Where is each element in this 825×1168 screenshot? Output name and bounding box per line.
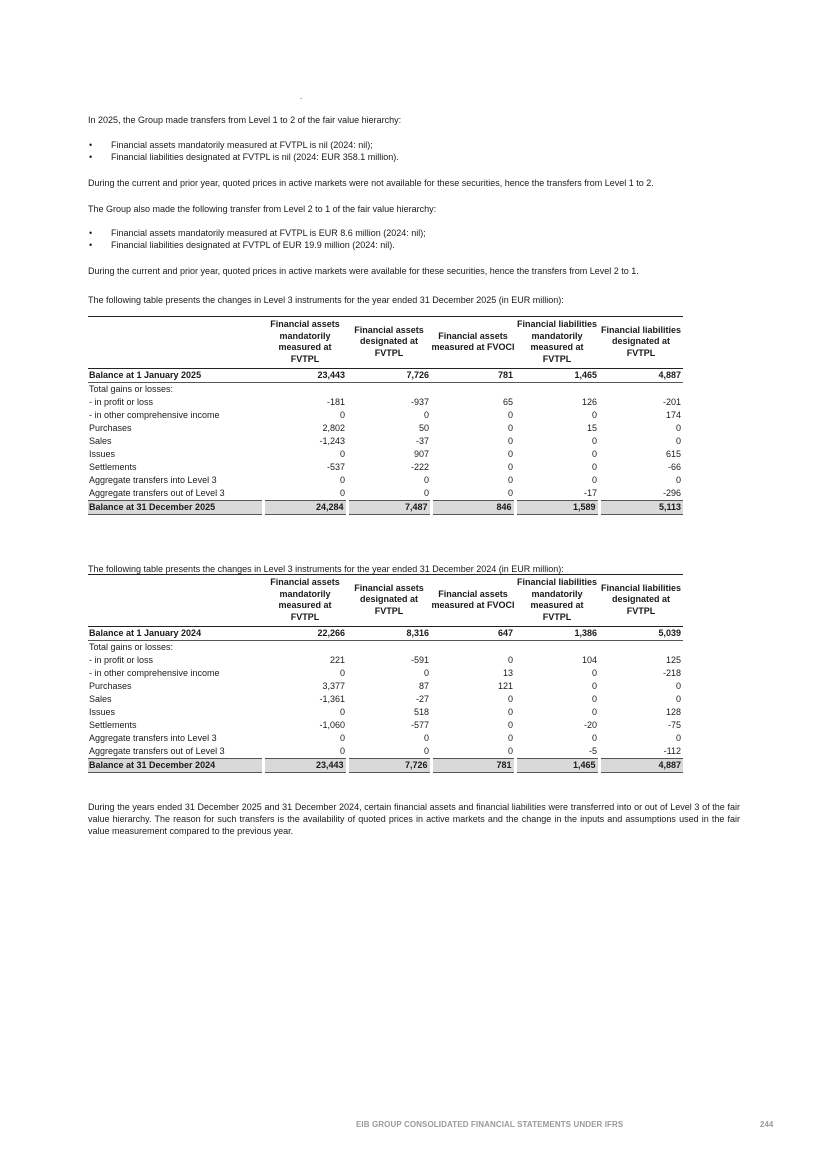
cell-value: 0 [591,449,597,459]
cell-value: -5 [588,746,597,756]
bullet-item: • Financial assets mandatorily measured at FVTPL is EUR 8.6 million (2024: nil); [88,227,740,239]
cell-value: 0 [591,410,597,420]
table-row [88,435,683,448]
cell-value: 0 [675,423,681,433]
cell-value: -66 [667,462,681,472]
cell-value: 0 [591,733,597,743]
table-2025-caption: The following table presents the changes in Level 3 instruments for the year ended 31 December 2025 (in EUR million): [88,295,564,305]
cell-value: 1,589 [515,501,599,515]
cell-value: 0 [423,733,429,743]
table-row [88,641,683,655]
cell-value: 0 [339,707,345,717]
cell-value: 23,443 [263,759,347,773]
cell-value: 22,266 [263,627,347,641]
bullet-list-2 [88,227,740,251]
cell-value: -218 [662,668,681,678]
row-label: Settlements [89,462,137,472]
col-header: Financial liabilities mandatorily measured at FVTPL [515,317,599,369]
row-label: - in profit or loss [89,397,154,407]
bullet-list-1 [88,139,740,163]
table-row [88,369,683,383]
cell-value: 23,443 [263,369,347,383]
cell-value: 0 [507,423,513,433]
cell-value: 0 [423,668,429,678]
row-label: Aggregate transfers into Level 3 [89,475,217,485]
cell-value [347,383,431,397]
row-label: - in other comprehensive income [89,668,220,678]
cell-value: 3,377 [322,681,345,691]
stray-dot: . [300,92,303,101]
cell-value: 50 [418,423,429,433]
cell-value: 0 [339,746,345,756]
cell-value: 0 [339,668,345,678]
cell-value: 7,487 [347,501,431,515]
table-row [88,487,683,501]
closing-paragraph: During the years ended 31 December 2025 and 31 December 2024, certain financial assets and financial liabilities were transferred into or out of Level 3 of the fair value hierarchy. The reason for such transfers is the availability of quoted prices in active markets and the change in the inputs and assumptions used in the fair value measurement compared to the previous year. [88,802,740,836]
cell-value: -577 [410,720,429,730]
cell-value: -937 [410,397,429,407]
table-row [88,745,683,759]
col-header: Financial assets measured at FVOCI [431,317,515,369]
table-row [88,719,683,732]
cell-value: -17 [583,488,597,498]
cell-value: 0 [507,655,513,665]
cell-value [263,641,347,655]
row-label: Total gains or losses: [89,642,174,652]
intro-paragraph-4: During the current and prior year, quoted prices in active markets were available for these securities, hence the transfers from Level 2 to 1. [88,266,639,276]
row-label: Aggregate transfers into Level 3 [89,733,217,743]
cell-value: 174 [665,410,681,420]
table-row [88,627,683,641]
table-2024-caption: The following table presents the changes in Level 3 instruments for the year ended 31 December 2024 (in EUR million): [88,564,564,574]
cell-value: 0 [507,707,513,717]
row-label: Purchases [89,423,132,433]
col-header: Financial assets mandatorily measured at FVTPL [263,575,347,627]
cell-value: 0 [591,694,597,704]
cell-value: -27 [415,694,429,704]
cell-value: 1,465 [515,759,599,773]
cell-value: 518 [413,707,429,717]
cell-value: -112 [663,746,681,756]
table-row [88,396,683,409]
cell-value: -201 [662,397,681,407]
bullet-item: • Financial liabilities designated at FVTPL is nil (2024: EUR 358.1 million). [88,151,740,163]
cell-value: 0 [339,488,345,498]
cell-value: 7,726 [347,369,431,383]
cell-value: 0 [507,733,513,743]
footer-title: EIB GROUP CONSOLIDATED FINANCIAL STATEMENTS UNDER IFRS [356,1120,624,1129]
table-row [88,654,683,667]
cell-value: 121 [497,681,513,691]
cell-value: 0 [423,410,429,420]
cell-value: 0 [675,733,681,743]
cell-value: 907 [413,449,429,459]
table-row [88,706,683,719]
cell-value: 0 [423,746,429,756]
row-label: - in profit or loss [89,655,154,665]
cell-value: 0 [591,707,597,717]
cell-value: 2,802 [322,423,345,433]
intro-paragraph-3: The Group also made the following transfer from Level 2 to 1 of the fair value hierarchy: [88,204,437,214]
intro-paragraph-2: During the current and prior year, quoted prices in active markets were not available for these securities, hence the transfers from Level 1 to 2. [88,178,654,188]
cell-value: 1,465 [515,369,599,383]
row-label: Aggregate transfers out of Level 3 [89,746,225,756]
table-row [88,759,683,773]
header-blank [88,575,263,627]
cell-value: 0 [675,436,681,446]
col-header: Financial liabilities designated at FVTPL [599,317,683,369]
cell-value: 0 [507,475,513,485]
cell-value: -20 [583,720,597,730]
cell-value: 4,887 [599,759,683,773]
cell-value: 8,316 [347,627,431,641]
cell-value: -1,060 [319,720,345,730]
page-number: 244 [760,1120,774,1129]
cell-value [515,383,599,397]
cell-value: 0 [423,488,429,498]
level3-table-2024 [88,574,683,773]
col-header: Financial liabilities designated at FVTPL [599,575,683,627]
cell-value: 615 [665,449,681,459]
cell-value: 0 [507,462,513,472]
cell-value: 7,726 [347,759,431,773]
cell-value: 0 [339,733,345,743]
cell-value: 87 [418,681,429,691]
cell-value: 0 [675,475,681,485]
cell-value: 5,039 [599,627,683,641]
cell-value: -537 [326,462,345,472]
col-header: Financial assets mandatorily measured at FVTPL [263,317,347,369]
cell-value: 24,284 [263,501,347,515]
cell-value: -37 [415,436,429,446]
bullet-item: • Financial assets mandatorily measured at FVTPL is nil (2024: nil); [88,139,740,151]
cell-value: -1,361 [319,694,345,704]
cell-value: 0 [591,681,597,691]
cell-value: 128 [665,707,681,717]
cell-value: 0 [507,746,513,756]
row-label: Balance at 1 January 2024 [88,627,263,641]
cell-value: 0 [675,694,681,704]
cell-value: 0 [507,694,513,704]
cell-value: 0 [507,488,513,498]
table-row [88,422,683,435]
cell-value: 0 [339,475,345,485]
cell-value: 5,113 [599,501,683,515]
table-row [88,680,683,693]
cell-value: 0 [507,436,513,446]
cell-value: -1,243 [319,436,345,446]
intro-paragraph-1: In 2025, the Group made transfers from Level 1 to 2 of the fair value hierarchy: [88,115,402,125]
cell-value: -591 [410,655,429,665]
table-row [88,667,683,680]
cell-value: 126 [581,397,597,407]
row-label: Settlements [89,720,137,730]
row-label: Total gains or losses: [89,384,174,394]
table-row [88,501,683,515]
cell-value: 221 [329,655,345,665]
cell-value [347,641,431,655]
cell-value: 15 [586,423,597,433]
cell-value: 0 [675,681,681,691]
cell-value: -222 [410,462,429,472]
cell-value [599,641,683,655]
col-header: Financial liabilities mandatorily measured at FVTPL [515,575,599,627]
cell-value: 0 [591,436,597,446]
cell-value: 0 [423,475,429,485]
table-row [88,461,683,474]
cell-value: 0 [507,720,513,730]
cell-value: 846 [431,501,515,515]
col-header: Financial assets designated at FVTPL [347,575,431,627]
row-label: Balance at 31 December 2024 [88,759,263,773]
table-row [88,383,683,397]
cell-value [263,383,347,397]
row-label: Issues [89,707,116,717]
table-row [88,448,683,461]
cell-value [599,383,683,397]
bullet-item: • Financial liabilities designated at FVTPL of EUR 19.9 million (2024: nil). [88,239,740,251]
cell-value: -75 [667,720,681,730]
cell-value: -296 [662,488,681,498]
row-label: Balance at 1 January 2025 [88,369,263,383]
cell-value [515,641,599,655]
cell-value [431,383,515,397]
cell-value: 0 [591,462,597,472]
row-label: Aggregate transfers out of Level 3 [89,488,225,498]
cell-value: 0 [507,410,513,420]
cell-value: 104 [581,655,597,665]
cell-value: -181 [326,397,345,407]
row-label: Purchases [89,681,132,691]
row-label: Sales [89,436,112,446]
cell-value: 647 [431,627,515,641]
col-header: Financial assets measured at FVOCI [431,575,515,627]
cell-value [431,641,515,655]
cell-value: 781 [431,369,515,383]
header-blank [88,317,263,369]
cell-value: 0 [591,668,597,678]
level3-table-2025 [88,316,683,515]
cell-value: 0 [507,449,513,459]
col-header: Financial assets designated at FVTPL [347,317,431,369]
cell-value: 1,386 [515,627,599,641]
table-row [88,732,683,745]
row-label: - in other comprehensive income [89,410,220,420]
table-row [88,693,683,706]
cell-value: 4,887 [599,369,683,383]
cell-value: 0 [339,449,345,459]
table-row [88,474,683,487]
row-label: Balance at 31 December 2025 [88,501,263,515]
row-label: Issues [89,449,116,459]
cell-value: 65 [502,397,513,407]
cell-value: 781 [431,759,515,773]
cell-value: 13 [502,668,513,678]
row-label: Sales [89,694,112,704]
table-row [88,409,683,422]
cell-value: 125 [665,655,681,665]
cell-value: 0 [591,475,597,485]
cell-value: 0 [339,410,345,420]
